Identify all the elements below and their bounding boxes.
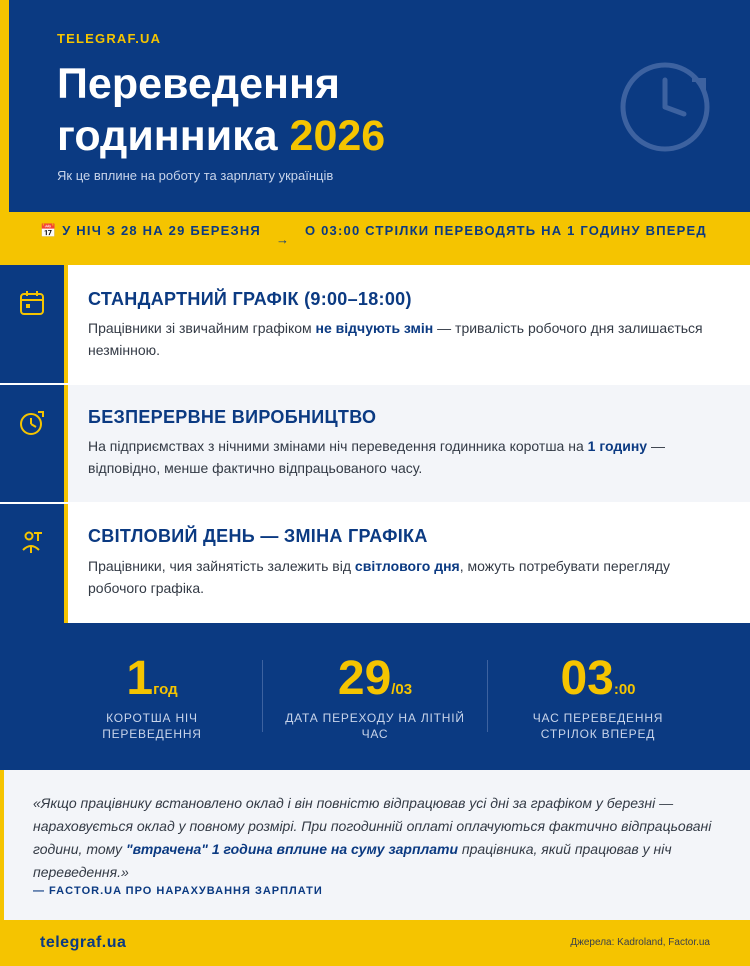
card-continuous-production bbox=[0, 385, 750, 502]
quote-accent-stripe bbox=[0, 770, 4, 920]
sunset-icon bbox=[18, 528, 46, 556]
quote-text bbox=[33, 792, 723, 884]
card-text-part: , можуть потребувати перегляду робочого графіка. bbox=[88, 558, 671, 596]
stat-number: 03 bbox=[560, 652, 614, 705]
card-text-part: Працівники зі звичайним графіком bbox=[88, 320, 316, 336]
quote-text-part: працівника, який працював у ніч переведення.» bbox=[33, 841, 672, 880]
card-text bbox=[88, 435, 718, 479]
card-accent-stripe bbox=[64, 504, 68, 623]
card-standard-schedule bbox=[0, 265, 750, 383]
stat-number: 29 bbox=[337, 652, 392, 705]
header-accent-stripe bbox=[0, 0, 9, 212]
quote-source: — FACTOR.UA ПРО НАРАХУВАННЯ ЗАРПЛАТИ bbox=[33, 885, 323, 897]
quote-block bbox=[0, 770, 750, 920]
clock-icon bbox=[620, 62, 710, 152]
date-bar-right-text: О 03:00 СТРІЛКИ ПЕРЕВОДЯТЬ НА 1 ГОДИНУ ВПЕРЕД bbox=[305, 223, 707, 238]
stat-number: 1 bbox=[126, 652, 154, 705]
stat-short-night bbox=[62, 652, 242, 742]
card-text-part: — тривалість робочого дня залишається незмінною. bbox=[88, 320, 703, 358]
stat-unit: :00 bbox=[613, 681, 636, 698]
card-title: СТАНДАРТНИЙ ГРАФІК (9:00–18:00) bbox=[88, 289, 412, 309]
stat-label: ЧАС ПЕРЕВЕДЕННЯ СТРІЛОК ВПЕРЕД bbox=[532, 711, 664, 741]
title-word: годинника bbox=[57, 112, 278, 160]
brand-label[interactable]: TELEGRAF.UA bbox=[57, 31, 162, 46]
stat-label: КОРОТША НІЧ ПЕРЕВЕДЕННЯ bbox=[102, 711, 202, 741]
footer bbox=[0, 920, 750, 966]
card-text-part: Працівники, чия зайнятість залежить від bbox=[88, 558, 355, 574]
stat-divider bbox=[487, 660, 488, 732]
card-text-part: На підприємствах з нічними змінами ніч переведення годинника коротша на bbox=[88, 438, 588, 454]
card-text bbox=[88, 317, 718, 361]
card-accent-stripe bbox=[64, 265, 68, 383]
card-accent-stripe bbox=[64, 385, 68, 502]
card-daylight bbox=[0, 504, 750, 623]
stat-transition-time bbox=[508, 652, 688, 742]
stat-label: ДАТА ПЕРЕХОДУ НА ЛІТНІЙ ЧАС bbox=[285, 711, 465, 741]
card-icon-column bbox=[0, 265, 64, 383]
footer-brand-link[interactable]: telegraf.ua bbox=[40, 934, 127, 951]
stat-unit: год bbox=[153, 681, 178, 698]
page-title bbox=[57, 58, 385, 162]
card-title: СВІТЛОВИЙ ДЕНЬ — ЗМІНА ГРАФІКА bbox=[88, 526, 428, 546]
stat-divider bbox=[262, 660, 263, 732]
stat-transition-date bbox=[285, 652, 465, 742]
card-icon-column bbox=[0, 385, 64, 502]
date-bar-left-text: У НІЧ З 28 НА 29 БЕРЕЗНЯ bbox=[62, 223, 261, 238]
card-text-bold: 1 годину bbox=[587, 438, 648, 454]
stat-unit: /03 bbox=[391, 681, 413, 698]
page-subtitle: Як це вплине на роботу та зарплату українців bbox=[57, 168, 334, 183]
card-text-bold: світлового дня bbox=[354, 558, 460, 574]
card-icon-column bbox=[0, 504, 64, 623]
quote-text-part: «Якщо працівнику встановлено оклад і він повністю відпрацював усі дні за графіком у березні — нараховується оклад у повному розмірі. При погодинній оплаті оплачуються фактично відпрацьовані години, тому bbox=[33, 795, 712, 857]
clock-alarm-icon bbox=[18, 409, 46, 437]
title-line2 bbox=[57, 110, 385, 162]
arrow-right-icon: → bbox=[276, 232, 289, 247]
calendar-icon bbox=[18, 289, 46, 317]
title-line1: Переведення bbox=[57, 60, 341, 108]
quote-text-bold: "втрачена" 1 година вплине на суму зарплати bbox=[125, 841, 459, 857]
card-text-part: — відповідно, менше фактично відпрацьованого часу. bbox=[88, 438, 665, 476]
footer-sources: Джерела: Kadroland, Factor.ua bbox=[570, 937, 710, 948]
card-text-bold: не відчують змін bbox=[315, 320, 434, 336]
date-bar-left bbox=[40, 222, 270, 239]
title-year: 2026 bbox=[289, 112, 386, 160]
card-title: БЕЗПЕРЕРВНЕ ВИРОБНИЦТВО bbox=[88, 407, 377, 427]
calendar-emoji-icon: 📅 bbox=[40, 223, 58, 238]
card-text bbox=[88, 555, 718, 599]
